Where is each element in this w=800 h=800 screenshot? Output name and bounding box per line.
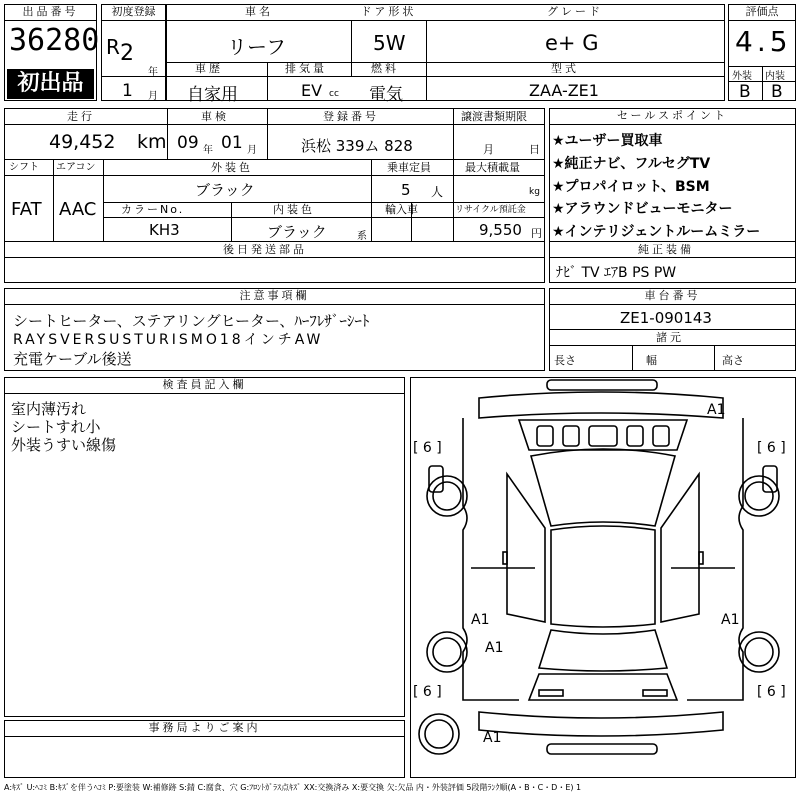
shift-value: FAT [11,199,42,220]
car-name: リーフ [227,35,286,59]
equipment-label: 純正装備 [638,243,694,256]
inspection-year-unit: 年 [203,145,213,156]
shift-label: シフト [9,162,39,173]
notes-label: 注意事項欄 [5,289,544,305]
tire-depth: [ 6 ] [413,684,442,700]
score-value: 4.5 [735,25,792,58]
office-label: 事務局よりご案内 [5,721,404,737]
int-color-label: 内装色 [273,203,315,216]
width-label: 幅 [646,354,657,367]
history-value: 自家用 [187,85,238,105]
recycle-label: リサイクル預託金 [455,205,526,215]
color-no-value: KH3 [149,221,180,239]
displacement-label: 排気量 [285,62,327,75]
note-line: シートヒーター、ステアリングヒーター、ﾊｰﾌﾚｻﾞｰｼｰﾄ [13,312,370,330]
int-color-value: ブラック [267,223,327,241]
fuel-label: 燃料 [371,62,399,75]
equipment-value: ﾅﾋﾞ TV ｴｱB PS PW [556,265,677,281]
lot-label: 出品番号 [5,5,96,21]
score-box [728,4,796,101]
height-label: 高さ [722,354,744,367]
legend: A:ｷｽﾞ U:ﾍｺﾐ B:ｷｽﾞを伴うﾍｺﾐ P:要塗装 W:補修跡 S:錆 C:腐食、穴 G:ﾌﾛﾝﾄｶﾞﾗｽ点ｷｽﾞ XX:交換済み X:要交換 欠:欠品 内・外装評価 5段階ﾗﾝｸ順(A・B・C・D・E) 1 [4,783,582,792]
damage-mark: A1 [707,402,726,418]
color-no-label: カラーNo. [121,203,185,216]
chassis-number: ZE1-090143 [620,309,712,327]
displacement-value: EV [301,81,323,100]
reg-month: 1 [122,81,133,101]
inspection-month-unit: 月 [247,145,257,156]
interior-label: 内装 [765,71,785,82]
era: R [106,35,120,59]
inspection-year: 09 [177,133,199,153]
specs-table [4,108,545,283]
length-label: 長さ [554,354,576,367]
dims-label: 諸元 [656,331,684,344]
history-label: 車歴 [195,62,223,75]
tire-depth: [ 6 ] [413,440,442,456]
import-label: 輸入車 [385,203,418,216]
yen-unit: 円 [531,227,542,240]
sales-points-box [549,108,796,283]
inspector-line: シートすれ小 [11,418,101,436]
damage-mark: A1 [485,640,504,656]
month-unit: 月 [148,91,158,102]
ext-color-value: ブラック [195,181,255,199]
reg-year: 2 [120,41,134,66]
interior-grade: B [771,82,783,102]
car-info-box [166,4,725,105]
car-outline-diagram [411,378,795,777]
mileage-label: 走行 [67,110,95,123]
office-box [4,720,405,778]
year-unit: 年 [148,67,158,78]
capacity-unit: 人 [431,185,444,199]
grade-label: グレード [426,5,724,21]
exterior-grade: B [739,82,751,102]
tire-depth: [ 6 ] [757,440,786,456]
first-reg-label: 初度登録 [102,5,165,21]
fuel-value: 電気 [369,85,403,105]
capacity-label: 乗車定員 [387,161,431,174]
capacity-value: 5 [401,181,411,199]
lot-number: 36280 [9,23,100,58]
load-unit: kg [529,187,540,197]
plate-label: 登録番号 [323,110,379,123]
ac-label: エアコン [56,162,96,173]
sales-point-item: ★ユーザー買取車 [552,133,663,149]
km-unit: km [137,131,167,153]
transfer-month-unit: 月 [483,143,494,156]
damage-mark: A1 [721,612,740,628]
cc-unit: cc [329,89,339,99]
inspection-label: 車検 [201,110,229,123]
first-registration-box [101,4,166,101]
inspector-line: 外装うすい線傷 [11,436,117,454]
exterior-label: 外装 [732,71,752,82]
score-label: 評価点 [729,5,795,21]
transfer-label: 譲渡書類期限 [461,110,527,123]
inspector-box [4,377,405,717]
chassis-box [549,288,796,371]
ext-color-label: 外装色 [211,161,253,174]
model-label: 型式 [551,62,579,75]
first-listing-badge: 初出品 [7,69,94,99]
mileage-value: 49,452 [49,131,116,153]
inspection-month: 01 [221,133,243,153]
sales-point-item: ★プロパイロット、BSM [552,179,710,195]
load-label: 最大積載量 [465,161,520,174]
sales-point-item: ★インテリジェントルームミラー [552,224,761,240]
note-line: 充電ケーブル後送 [13,350,132,368]
note-line: RAYSVERSUSTURISMO18インチAW [13,332,324,348]
recycle-value: 9,550 [479,221,522,239]
model-value: ZAA-ZE1 [529,81,599,100]
tire-depth: [ 6 ] [757,684,786,700]
damage-mark: A1 [483,730,502,746]
sales-point-item: ★純正ナビ、フルセグTV [552,156,711,172]
sales-point-item: ★アラウンドビューモニター [552,201,733,217]
door-label: ドア形状 [351,5,426,21]
int-color-suffix: 系 [357,231,367,242]
notes-box [4,288,545,371]
ac-value: AAC [59,199,97,220]
inspector-label: 検査員記入欄 [5,378,404,394]
inspector-line: 室内薄汚れ [11,400,87,418]
transfer-day-unit: 日 [529,143,540,156]
damage-mark: A1 [471,612,490,628]
lot-box [4,4,100,101]
grade-value: e+ G [545,31,599,55]
sales-points-label: セールスポイント [550,109,795,125]
chassis-label: 車台番号 [550,289,795,305]
later-parts-label: 後日発送部品 [223,243,307,256]
car-name-label: 車名 [167,5,351,21]
plate-value: 浜松 339ム 828 [301,137,413,155]
car-diagram [410,377,796,778]
door-value: 5W [373,31,406,55]
